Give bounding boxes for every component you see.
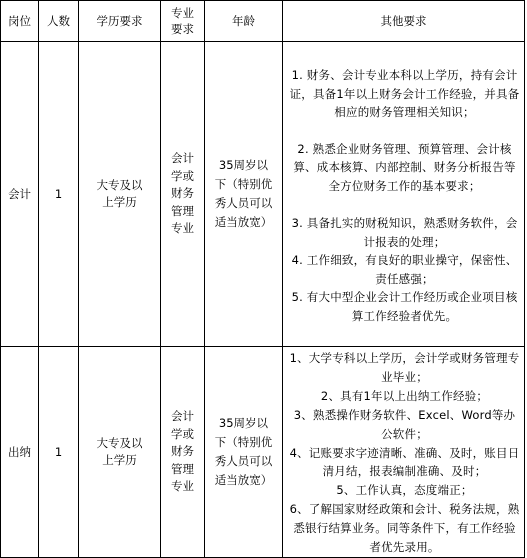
header-major-text: 专业要求 [171, 6, 194, 36]
requirement-item: 4. 工作细致，有良好的职业操守，保密性、责任感强； [291, 253, 518, 286]
table-header-row [1, 1, 525, 42]
age-text: 35周岁以下（特别优秀人员可以适当放宽） [214, 158, 273, 229]
header-other: 其他要求 [283, 1, 525, 42]
cell-position: 出纳 [1, 347, 39, 558]
requirement-item: 2. 熟悉企业财务管理、预算管理、会计核算、成本核算、内部控制、财务分析报告等全方位财务工作的基本要求； [293, 141, 516, 193]
header-age: 年龄 [205, 1, 283, 42]
requirement-item: 1. 财务、会计专业本科以上学历，持有会计证，具备1年以上财务会计工作经验，并具备相应的财务管理相关知识； [289, 68, 520, 119]
header-count: 人数 [39, 1, 79, 42]
header-position: 岗位 [1, 1, 39, 42]
education-text: 大专及以上学历 [96, 178, 143, 209]
cell-age [205, 42, 283, 347]
requirement-item: 4、记账要求字迹清晰、准确、及时，账目日清月结，报表编制准确、及时； [289, 445, 520, 479]
table-row [1, 347, 525, 558]
requirement-item: 2、具有1年以上出纳工作经验； [320, 388, 489, 403]
age-text: 35周岁以下（特别优秀人员可以适当放宽） [214, 415, 273, 487]
requirement-item: 1、大学专科以上学历，会计学或财务管理专业毕业； [289, 351, 520, 384]
table-row [1, 42, 525, 347]
header-major [161, 1, 205, 42]
major-text: 会计学或财务管理专业 [171, 151, 194, 236]
requirement-item: 3、熟悉操作财务软件、Excel、Word等办公软件； [293, 407, 516, 441]
cell-count: 1 [39, 42, 79, 347]
cell-other-requirements [283, 347, 525, 558]
cell-major [161, 42, 205, 347]
education-text: 大专及以上学历 [96, 435, 143, 467]
cell-age [205, 347, 283, 558]
cell-position: 会计 [1, 42, 39, 347]
cell-other-requirements [283, 42, 525, 347]
header-education: 学历要求 [79, 1, 161, 42]
cell-major [161, 347, 205, 558]
requirement-item: 5. 有大中型企业会计工作经历或企业项目核算工作经验者优先。 [291, 290, 518, 323]
cell-education [79, 42, 161, 347]
major-text: 会计学或财务管理专业 [171, 409, 194, 494]
requirement-item: 3. 具备扎实的财税知识，熟悉财务软件，会计报表的处理； [291, 216, 518, 249]
requirement-item: 6、了解国家财经政策和会计、税务法规，熟悉银行结算业务。同等条件下，有工作经验者优先录用。 [289, 502, 520, 555]
requirement-item: 5、工作认真，态度端正； [336, 483, 473, 498]
cell-education [79, 347, 161, 558]
cell-count: 1 [39, 347, 79, 558]
